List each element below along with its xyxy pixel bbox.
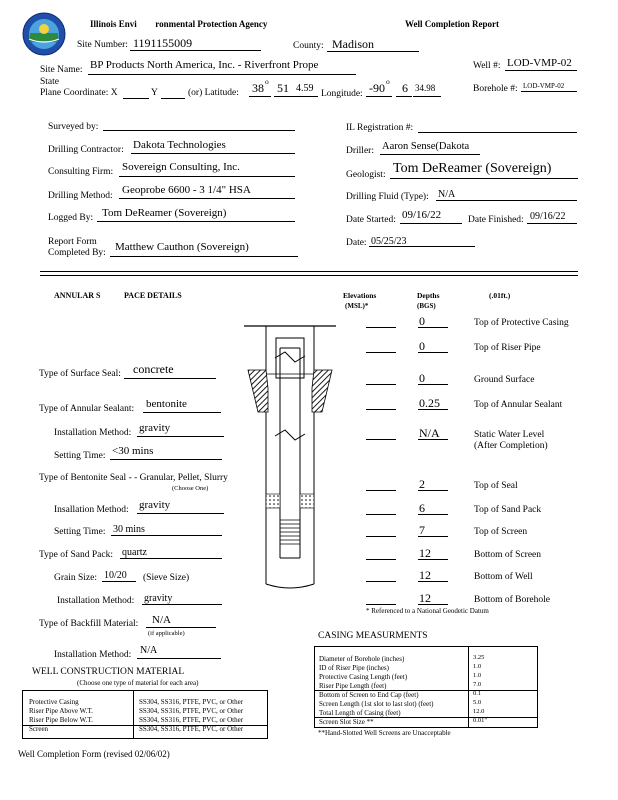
casing-row-value[interactable]: 5.0 — [473, 699, 482, 706]
y-label: Y — [151, 88, 158, 98]
consulting-firm-field[interactable]: Sovereign Consulting, Inc. — [122, 161, 240, 173]
installation-method-label-4: Installation Method: — [54, 650, 132, 660]
or-latitude-label: (or) Latitude: — [188, 88, 239, 98]
setting-time-label-2: Setting Time: — [54, 527, 106, 537]
elevation-field[interactable] — [366, 536, 396, 537]
grain-size-label: Grain Size: — [54, 573, 98, 583]
depth-label: Top of Sand Pack — [474, 505, 542, 515]
depth-value[interactable]: 6 — [419, 501, 425, 515]
elevations-header: Elevations — [343, 291, 377, 300]
latitude-degrees[interactable]: 38 — [252, 81, 264, 95]
latitude-minutes[interactable]: 51 — [277, 81, 289, 95]
material-row-label: Screen — [29, 725, 49, 733]
longitude-minutes[interactable]: 6 — [402, 81, 408, 95]
setting-time-field-1[interactable]: <30 mins — [112, 445, 154, 457]
drilling-fluid-field[interactable]: N/A — [438, 189, 456, 200]
date-label: Date: — [346, 238, 367, 248]
well-diagram — [244, 318, 336, 594]
material-row-options[interactable]: SS304, SS316, PTFE, PVC, or Other — [139, 698, 244, 706]
borehole-label: Borehole #: — [473, 84, 518, 94]
agency-name-part2: ronmental Protection Agency — [155, 19, 268, 29]
drilling-contractor-field[interactable]: Dakota Technologies — [133, 139, 226, 151]
date-started-label: Date Started: — [346, 215, 396, 225]
date-finished-field[interactable]: 09/16/22 — [530, 211, 566, 222]
depth-value[interactable]: 0.25 — [419, 396, 440, 410]
state-label: State — [40, 77, 59, 87]
elevation-field[interactable] — [366, 604, 396, 605]
latitude-seconds[interactable]: 4.59 — [296, 83, 314, 94]
depths-header: Depths — [417, 291, 440, 300]
installation-method-field-4[interactable]: N/A — [140, 645, 158, 656]
county-field[interactable]: Madison — [332, 37, 374, 51]
agency-name-part1: Illinois Envi — [90, 19, 137, 29]
depth-value[interactable]: 0 — [419, 314, 425, 328]
depth-label: Top of Seal — [474, 481, 518, 491]
annular-sealant-label: Type of Annular Sealant: — [39, 404, 135, 414]
units-header: (.01ft.) — [489, 291, 511, 300]
depth-label: Ground Surface — [474, 375, 535, 385]
depth-value[interactable]: N/A — [419, 426, 440, 440]
casing-table — [314, 646, 538, 728]
casing-row-label: Riser Pipe Length (feet) — [319, 682, 387, 690]
material-title: WELL CONSTRUCTION MATERIAL — [32, 667, 185, 677]
elevation-field[interactable] — [366, 409, 396, 410]
depth-label: Static Water Level — [474, 430, 545, 440]
material-table — [22, 690, 268, 739]
casing-row-label: Diameter of Borehole (inches) — [319, 655, 405, 663]
sand-pack-label: Type of Sand Pack: — [39, 550, 114, 560]
backfill-label: Type of Backfill Material: — [39, 619, 139, 629]
setting-time-label: Setting Time: — [54, 451, 106, 461]
casing-title: CASING MEASURMENTS — [318, 631, 428, 641]
date-field[interactable]: 05/25/23 — [371, 236, 407, 247]
setting-time-field-2[interactable]: 30 mins — [113, 524, 145, 535]
drilling-method-label: Drilling Method: — [48, 191, 113, 201]
material-row-label: Riser Pipe Above W.T. — [29, 707, 93, 715]
date-started-field[interactable]: 09/16/22 — [402, 209, 442, 221]
section-divider — [40, 271, 578, 276]
casing-row-value[interactable]: 0.01" — [473, 717, 488, 724]
casing-row-value[interactable]: 3.25 — [473, 654, 485, 661]
longitude-degrees[interactable]: -90 — [369, 81, 385, 95]
site-number-label: Site Number: — [77, 40, 128, 50]
depth-value[interactable]: 0 — [419, 371, 425, 385]
backfill-field[interactable]: N/A — [152, 614, 171, 626]
depth-value[interactable]: 0 — [419, 339, 425, 353]
material-subtitle: (Choose one type of material for each area) — [77, 679, 199, 687]
sand-pack-field[interactable]: quartz — [122, 547, 147, 558]
sieve-size-label: (Sieve Size) — [143, 573, 190, 583]
casing-row-value[interactable]: 7.0 — [473, 681, 482, 688]
degree-icon: o — [386, 77, 390, 86]
installation-method-label-2: Insallation Method: — [54, 505, 129, 515]
installation-method-field-2[interactable]: gravity — [139, 499, 171, 511]
datum-note: * Referenced to a National Geodetic Datum — [366, 607, 489, 615]
well-label: Well #: — [473, 61, 501, 71]
installation-method-field-1[interactable]: gravity — [139, 422, 171, 434]
material-row-options[interactable]: SS304, SS316, PTFE, PVC, or Other — [139, 707, 244, 715]
material-row-options[interactable]: SS304, SS316, PTFE, PVC, or Other — [139, 725, 244, 733]
well-field[interactable]: LOD-VMP-02 — [507, 57, 572, 69]
depth-label: Top of Protective Casing — [474, 318, 569, 328]
longitude-seconds[interactable]: 34.98 — [415, 83, 436, 93]
depths-subheader: (BGS) — [417, 302, 436, 310]
completed-by-field[interactable]: Matthew Cauthon (Sovereign) — [115, 241, 249, 253]
depth-value[interactable]: 2 — [419, 477, 425, 491]
consulting-firm-label: Consulting Firm: — [48, 167, 114, 177]
annular-title-part2: PACE DETAILS — [124, 291, 182, 300]
footer-text: Well Completion Form (revised 02/06/02) — [18, 749, 170, 759]
plane-coordinate-label: Plane Coordinate: X — [40, 88, 118, 98]
elevation-field[interactable] — [366, 514, 396, 515]
elevation-field[interactable] — [366, 352, 396, 353]
driller-label: Driller: — [346, 146, 374, 156]
logged-by-label: Logged By: — [48, 213, 94, 223]
material-row-label: Riser Pipe Below W.T. — [29, 716, 93, 724]
site-number-field[interactable]: 1191155009 — [133, 36, 193, 50]
casing-note: **Hand-Slotted Well Screens are Unacceptable — [318, 729, 451, 737]
depth-value[interactable]: 12 — [419, 546, 431, 560]
material-row-label: Protective Casing — [29, 698, 79, 706]
casing-row-label: Protective Casing Length (feet) — [319, 673, 408, 681]
elevation-field[interactable] — [366, 490, 396, 491]
choose-one-note: (Choose One) — [172, 485, 209, 492]
bentonite-seal-label: Type of Bentonite Seal - - Granular, Pellet, Slurry — [39, 473, 228, 483]
drilling-fluid-label: Drilling Fluid (Type): — [346, 192, 429, 202]
casing-row-value[interactable]: 12.0 — [473, 708, 485, 715]
completed-by-label: Completed By: — [48, 248, 106, 258]
casing-row-label: Screen Slot Size ** — [319, 718, 374, 726]
depth-label-2: (After Completion) — [474, 441, 548, 451]
casing-row-value[interactable]: 1.0 — [473, 663, 482, 670]
il-registration-label: IL Registration #: — [346, 123, 414, 133]
site-name-field[interactable]: BP Products North America, Inc. - Riverfront Prope — [90, 59, 319, 71]
casing-row-label: Total Length of Casing (feet) — [319, 709, 401, 717]
surface-seal-label: Type of Surface Seal: — [39, 369, 121, 379]
agency-logo — [22, 12, 66, 56]
surface-seal-field[interactable]: concrete — [133, 362, 174, 376]
longitude-label: Longitude: — [321, 89, 363, 99]
drilling-contractor-label: Drilling Contractor: — [48, 145, 124, 155]
elevation-field[interactable] — [366, 559, 396, 560]
installation-method-label: Installation Method: — [54, 428, 132, 438]
degree-icon: o — [265, 77, 269, 86]
depth-label: Top of Annular Sealant — [474, 400, 563, 410]
surveyed-by-label: Surveyed by: — [48, 122, 99, 132]
depth-label: Top of Screen — [474, 527, 528, 537]
depth-label: Bottom of Screen — [474, 550, 542, 560]
elevations-subheader: (MSL)* — [345, 302, 369, 310]
depth-label: Top of Riser Pipe — [474, 343, 541, 353]
depth-label: Bottom of Well — [474, 572, 533, 582]
casing-row-label: Screen Length (1st slot to last slot) (feet) — [319, 700, 434, 708]
elevation-field[interactable] — [366, 439, 396, 440]
installation-method-label-3: Installation Method: — [57, 596, 135, 606]
annular-sealant-field[interactable]: bentonite — [146, 398, 187, 410]
site-name-label: Site Name: — [40, 65, 83, 75]
grain-size-field[interactable]: 10/20 — [104, 570, 127, 581]
material-row-options[interactable]: SS304, SS316, PTFE, PVC, or Other — [139, 716, 244, 724]
report-form-label: Report Form — [48, 237, 97, 247]
logged-by-field[interactable]: Tom DeReamer (Sovereign) — [102, 207, 227, 219]
installation-method-field-3[interactable]: gravity — [144, 593, 173, 604]
depth-value[interactable]: 7 — [419, 523, 425, 537]
borehole-field[interactable]: LOD-VMP-02 — [523, 82, 565, 90]
geologist-label: Geologist: — [346, 170, 386, 180]
elevation-field[interactable] — [366, 384, 396, 385]
county-label: County: — [293, 41, 324, 51]
driller-field[interactable]: Aaron Sense(Dakota — [382, 141, 470, 152]
date-finished-label: Date Finished: — [468, 215, 524, 225]
depth-value[interactable]: 12 — [419, 591, 431, 605]
agency-name — [90, 19, 267, 29]
casing-row-value[interactable]: 0.1 — [473, 690, 482, 697]
geologist-field[interactable]: Tom DeReamer (Sovereign) — [393, 161, 552, 176]
elevation-field[interactable] — [366, 581, 396, 582]
casing-row-label: Bottom of Screen to End Cap (feet) — [319, 691, 419, 699]
depth-value[interactable]: 12 — [419, 568, 431, 582]
casing-row-label: ID of Riser Pipe (inches) — [319, 664, 389, 672]
annular-title-part1: ANNULAR S — [54, 291, 101, 300]
casing-row-value[interactable]: 1.0 — [473, 672, 482, 679]
form-title: Well Completion Report — [405, 19, 499, 29]
drilling-method-field[interactable]: Geoprobe 6600 - 3 1/4" HSA — [122, 184, 251, 196]
depth-label: Bottom of Borehole — [474, 595, 550, 605]
if-applicable-note: (if applicable) — [148, 630, 185, 637]
elevation-field[interactable] — [366, 327, 396, 328]
